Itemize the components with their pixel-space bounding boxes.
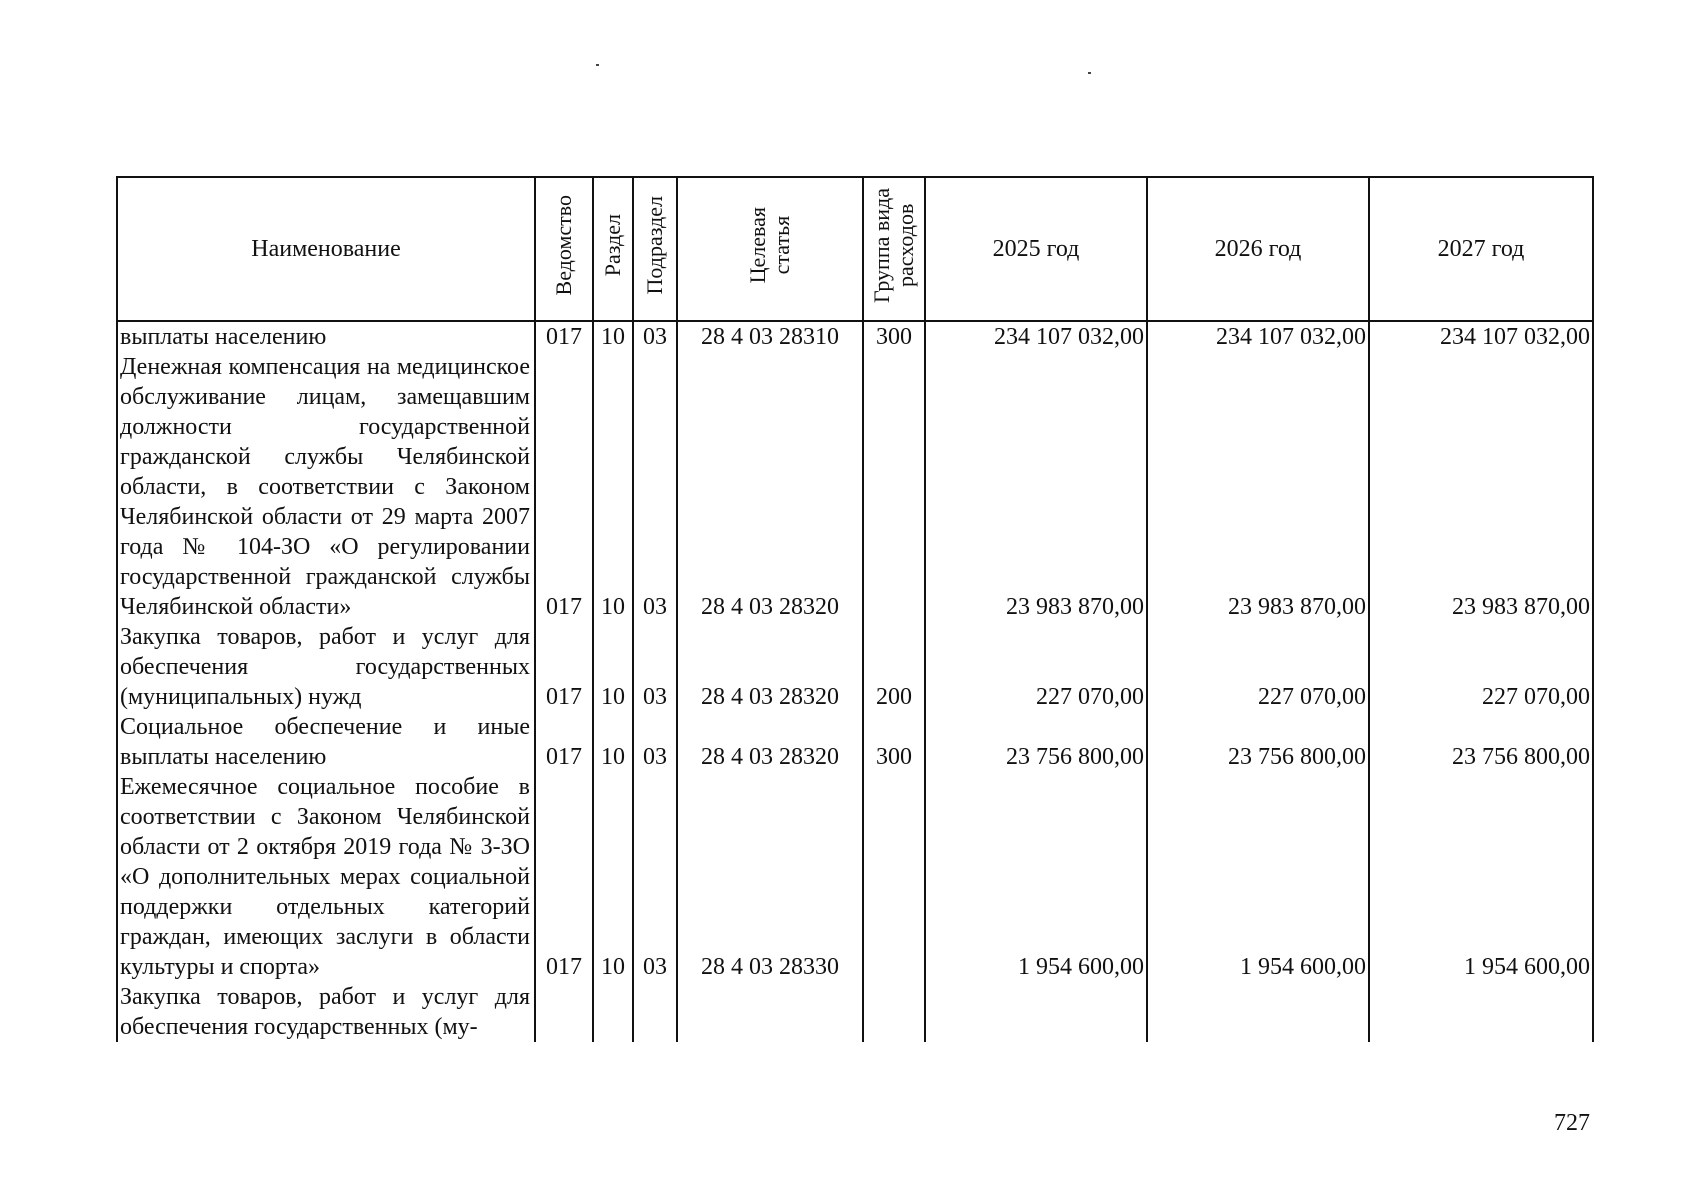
header-group-label — [870, 188, 918, 303]
row-year-2 — [1147, 982, 1369, 1042]
row-name: Закупка товаров, работ и услуг для обеспечения государственных (му- — [117, 982, 535, 1042]
row-target: 28 4 03 28320 — [677, 352, 863, 622]
table-row — [117, 772, 1593, 982]
row-name: Закупка товаров, работ и услуг для обеспечения государственных (муниципальных) нужд — [117, 622, 535, 712]
row-year-3: 234 107 032,00 — [1369, 321, 1593, 352]
row-department — [535, 982, 593, 1042]
row-department: 017 — [535, 712, 593, 772]
header-subsection-label: Подраздел — [642, 195, 667, 295]
row-year-1: 23 756 800,00 — [925, 712, 1147, 772]
header-section — [593, 177, 633, 321]
table-row — [117, 352, 1593, 622]
row-year-3 — [1369, 982, 1593, 1042]
row-target: 28 4 03 28310 — [677, 321, 863, 352]
row-section — [593, 982, 633, 1042]
header-subsection — [633, 177, 677, 321]
row-section: 10 — [593, 352, 633, 622]
header-group — [863, 177, 925, 321]
table-header — [117, 177, 1593, 321]
page-number: 727 — [1554, 1110, 1590, 1136]
table-row — [117, 321, 1593, 352]
row-department: 017 — [535, 321, 593, 352]
row-year-2: 23 756 800,00 — [1147, 712, 1369, 772]
row-year-1: 227 070,00 — [925, 622, 1147, 712]
header-target-line2: статья — [769, 215, 794, 275]
row-year-2: 227 070,00 — [1147, 622, 1369, 712]
header-year-1: 2025 год — [925, 177, 1147, 321]
row-name: Денежная компенсация на медицинское обслуживание лицам, замещавшим должности государственной гражданской службы Челябинской области, в соответствии с Законом Челябинской области от 29 марта 2007 года № 104-ЗО «О регулировании государственной гражданской службы Челябинской области» — [117, 352, 535, 622]
header-target-line1: Целевая — [745, 206, 770, 284]
row-year-2: 1 954 600,00 — [1147, 772, 1369, 982]
header-name: Наименование — [117, 177, 535, 321]
row-subsection: 03 — [633, 712, 677, 772]
row-group: 300 — [863, 321, 925, 352]
header-section-label: Раздел — [600, 213, 625, 277]
header-department — [535, 177, 593, 321]
row-subsection: 03 — [633, 352, 677, 622]
header-group-line2: расходов — [893, 203, 918, 287]
row-group — [863, 982, 925, 1042]
scan-speck — [1088, 72, 1091, 74]
row-department: 017 — [535, 352, 593, 622]
row-year-3: 23 756 800,00 — [1369, 712, 1593, 772]
row-year-1 — [925, 982, 1147, 1042]
header-department-label: Ведомство — [551, 194, 576, 296]
row-target: 28 4 03 28320 — [677, 712, 863, 772]
row-year-3: 1 954 600,00 — [1369, 772, 1593, 982]
table-row — [117, 712, 1593, 772]
scan-speck — [596, 64, 599, 66]
row-target — [677, 982, 863, 1042]
row-year-1: 1 954 600,00 — [925, 772, 1147, 982]
row-target: 28 4 03 28330 — [677, 772, 863, 982]
row-department: 017 — [535, 772, 593, 982]
row-name: Ежемесячное социальное пособие в соответствии с Законом Челябинской области от 2 октября 2019 года № 3-ЗО «О дополнительных мерах социальной поддержки отдельных категорий граждан, имеющих заслуги в области культуры и спорта» — [117, 772, 535, 982]
table-body — [117, 321, 1593, 1042]
header-group-line1: Группа вида — [869, 187, 894, 303]
row-year-1: 23 983 870,00 — [925, 352, 1147, 622]
row-year-3: 23 983 870,00 — [1369, 352, 1593, 622]
row-section: 10 — [593, 772, 633, 982]
row-department: 017 — [535, 622, 593, 712]
row-year-1: 234 107 032,00 — [925, 321, 1147, 352]
header-target — [677, 177, 863, 321]
header-year-3: 2027 год — [1369, 177, 1593, 321]
row-year-3: 227 070,00 — [1369, 622, 1593, 712]
row-name: Социальное обеспечение и иные выплаты населению — [117, 712, 535, 772]
row-year-2: 234 107 032,00 — [1147, 321, 1369, 352]
table-row — [117, 622, 1593, 712]
row-group — [863, 352, 925, 622]
row-group — [863, 772, 925, 982]
row-subsection: 03 — [633, 622, 677, 712]
row-subsection: 03 — [633, 772, 677, 982]
row-target: 28 4 03 28320 — [677, 622, 863, 712]
row-subsection — [633, 982, 677, 1042]
row-section: 10 — [593, 622, 633, 712]
row-section: 10 — [593, 712, 633, 772]
table-row — [117, 982, 1593, 1042]
row-section: 10 — [593, 321, 633, 352]
row-year-2: 23 983 870,00 — [1147, 352, 1369, 622]
header-target-label — [746, 207, 794, 283]
row-group: 300 — [863, 712, 925, 772]
budget-table — [116, 176, 1594, 1042]
row-name: выплаты населению — [117, 321, 535, 352]
row-subsection: 03 — [633, 321, 677, 352]
row-group: 200 — [863, 622, 925, 712]
header-year-2: 2026 год — [1147, 177, 1369, 321]
